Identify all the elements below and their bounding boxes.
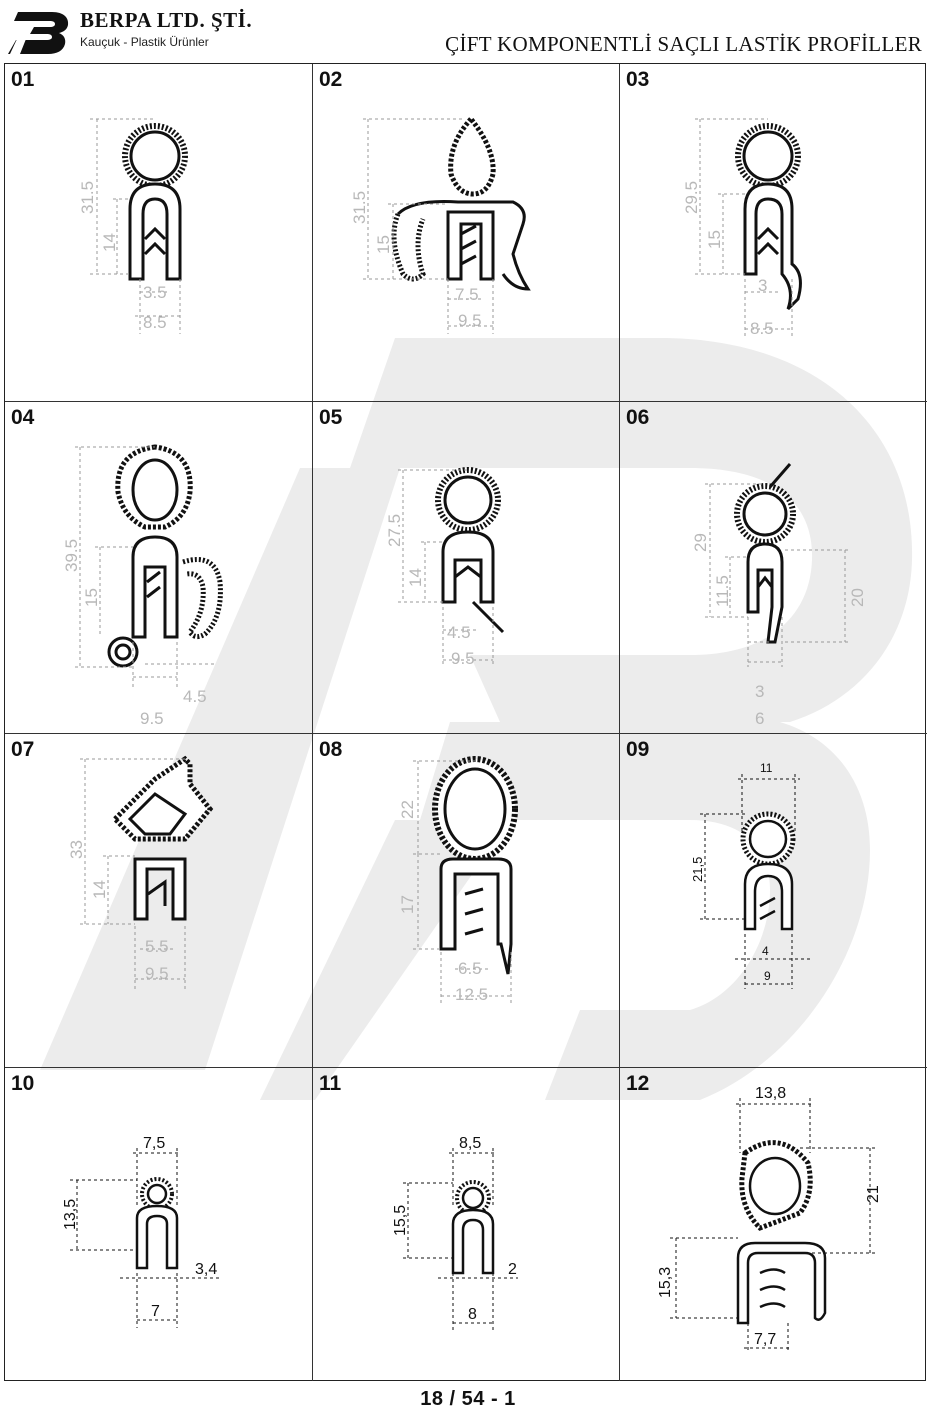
profile-cell-06 xyxy=(620,402,927,734)
dim-top-width: 11 xyxy=(760,761,773,775)
dim-inner-width: 6.5 xyxy=(458,959,482,978)
dim-top-width: 13,8 xyxy=(755,1085,787,1102)
profile-number: 05 xyxy=(319,406,343,429)
profile-number: 12 xyxy=(626,1072,650,1095)
profile-drawing-03 xyxy=(620,64,927,402)
profile-cell-03 xyxy=(620,64,927,402)
profile-number: 02 xyxy=(319,68,343,91)
dim-height: 29 xyxy=(691,533,710,552)
dim-inner-width: 4.5 xyxy=(183,687,207,706)
page-header xyxy=(0,0,936,62)
dim-outer-width: 6 xyxy=(755,709,765,728)
page-number: 18 / 54 - 1 xyxy=(420,1388,516,1410)
page-title: ÇİFT KOMPONENTLİ SAÇLI LASTİK PROFİLLER xyxy=(445,32,922,56)
profile-cell-01 xyxy=(5,64,313,402)
dim-inner-width: 3 xyxy=(758,276,768,295)
profile-drawing-11 xyxy=(313,1068,620,1381)
profile-drawing-05 xyxy=(313,402,620,734)
berpa-logo-icon xyxy=(8,10,70,56)
profile-drawing-08 xyxy=(313,734,620,1068)
dim-clamp-height: 17 xyxy=(398,895,417,914)
dim-outer-width: 8 xyxy=(468,1306,477,1323)
dim-clamp-height: 15 xyxy=(374,235,393,254)
profile-drawing-04 xyxy=(5,402,313,734)
profile-cell-10 xyxy=(5,1068,313,1381)
dim-inner-width: 5.5 xyxy=(145,937,169,956)
profile-cell-09 xyxy=(620,734,927,1068)
profile-cell-07 xyxy=(5,734,313,1068)
dim-inner-width: 3 xyxy=(755,682,765,701)
dim-height: 27.5 xyxy=(385,513,404,547)
dim-height: 31.5 xyxy=(350,190,369,224)
profile-number: 09 xyxy=(626,738,650,761)
profile-cell-12 xyxy=(620,1068,927,1381)
profile-number: 10 xyxy=(11,1072,35,1095)
profile-drawing-10 xyxy=(5,1068,313,1381)
profile-drawing-06 xyxy=(620,402,927,734)
dim-height: 31.5 xyxy=(78,180,97,214)
dim-height: 29.5 xyxy=(682,180,701,214)
dim-slot-width: 2 xyxy=(508,1261,517,1278)
dim-clamp-height: 15,3 xyxy=(657,1266,674,1298)
dim-height: 39.5 xyxy=(62,538,81,572)
profile-number: 07 xyxy=(11,738,35,761)
dim-top-height: 22 xyxy=(398,800,417,819)
profile-grid xyxy=(4,63,926,1381)
dim-outer-width: 7 xyxy=(151,1303,160,1320)
dim-top-width: 7,5 xyxy=(143,1135,166,1152)
company-subtitle: Kauçuk - Plastik Ürünler xyxy=(80,35,209,49)
profile-number: 08 xyxy=(319,738,343,761)
dim-slot-width: 3,4 xyxy=(195,1261,218,1278)
dim-outer-width: 12.5 xyxy=(455,985,489,1004)
profile-drawing-02 xyxy=(313,64,620,402)
dim-outer-width: 8.5 xyxy=(750,319,774,338)
dim-inner-width: 4.5 xyxy=(447,623,471,642)
dim-height: 13,5 xyxy=(62,1198,79,1230)
company-name: BERPA LTD. ŞTİ. xyxy=(80,8,253,32)
profile-cell-08 xyxy=(313,734,620,1068)
profile-number: 06 xyxy=(626,406,650,429)
profile-drawing-09 xyxy=(620,734,927,1068)
dim-outer-width: 9.5 xyxy=(458,311,482,330)
dim-outer-width: 9.5 xyxy=(140,709,164,728)
profile-number: 01 xyxy=(11,68,35,91)
dim-clamp-height: 15 xyxy=(705,230,724,249)
dim-clamp-height: 14 xyxy=(100,233,119,252)
dim-lip-height: 20 xyxy=(848,588,867,607)
dim-top-width: 8,5 xyxy=(459,1135,482,1152)
dim-height: 21 xyxy=(865,1185,882,1203)
dim-outer-width: 8.5 xyxy=(143,313,167,332)
dim-height: 33 xyxy=(67,840,86,859)
dim-clamp-height: 14 xyxy=(90,880,109,899)
dim-outer-width: 9.5 xyxy=(145,964,169,983)
profile-drawing-07 xyxy=(5,734,313,1068)
dim-inner-width: 3.5 xyxy=(143,283,167,302)
dim-inner-width: 7,7 xyxy=(754,1331,777,1348)
profile-drawing-01 xyxy=(5,64,313,402)
dim-clamp-height: 11.5 xyxy=(713,575,732,607)
dim-outer-width: 9.5 xyxy=(451,649,475,668)
dim-height: 21,5 xyxy=(690,856,705,882)
dim-height: 15,5 xyxy=(392,1204,409,1236)
dim-outer-width: 9 xyxy=(764,969,771,983)
profile-number: 04 xyxy=(11,406,35,429)
profile-number: 03 xyxy=(626,68,650,91)
profile-cell-05 xyxy=(313,402,620,734)
profile-cell-02 xyxy=(313,64,620,402)
profile-drawing-12 xyxy=(620,1068,927,1381)
profile-cell-11 xyxy=(313,1068,620,1381)
dim-clamp-height: 15 xyxy=(82,588,101,607)
dim-clamp-height: 14 xyxy=(406,568,425,587)
dim-inner-width: 4 xyxy=(762,944,769,958)
profile-cell-04 xyxy=(5,402,313,734)
dim-inner-width: 7.5 xyxy=(455,285,479,304)
profile-number: 11 xyxy=(319,1072,342,1095)
